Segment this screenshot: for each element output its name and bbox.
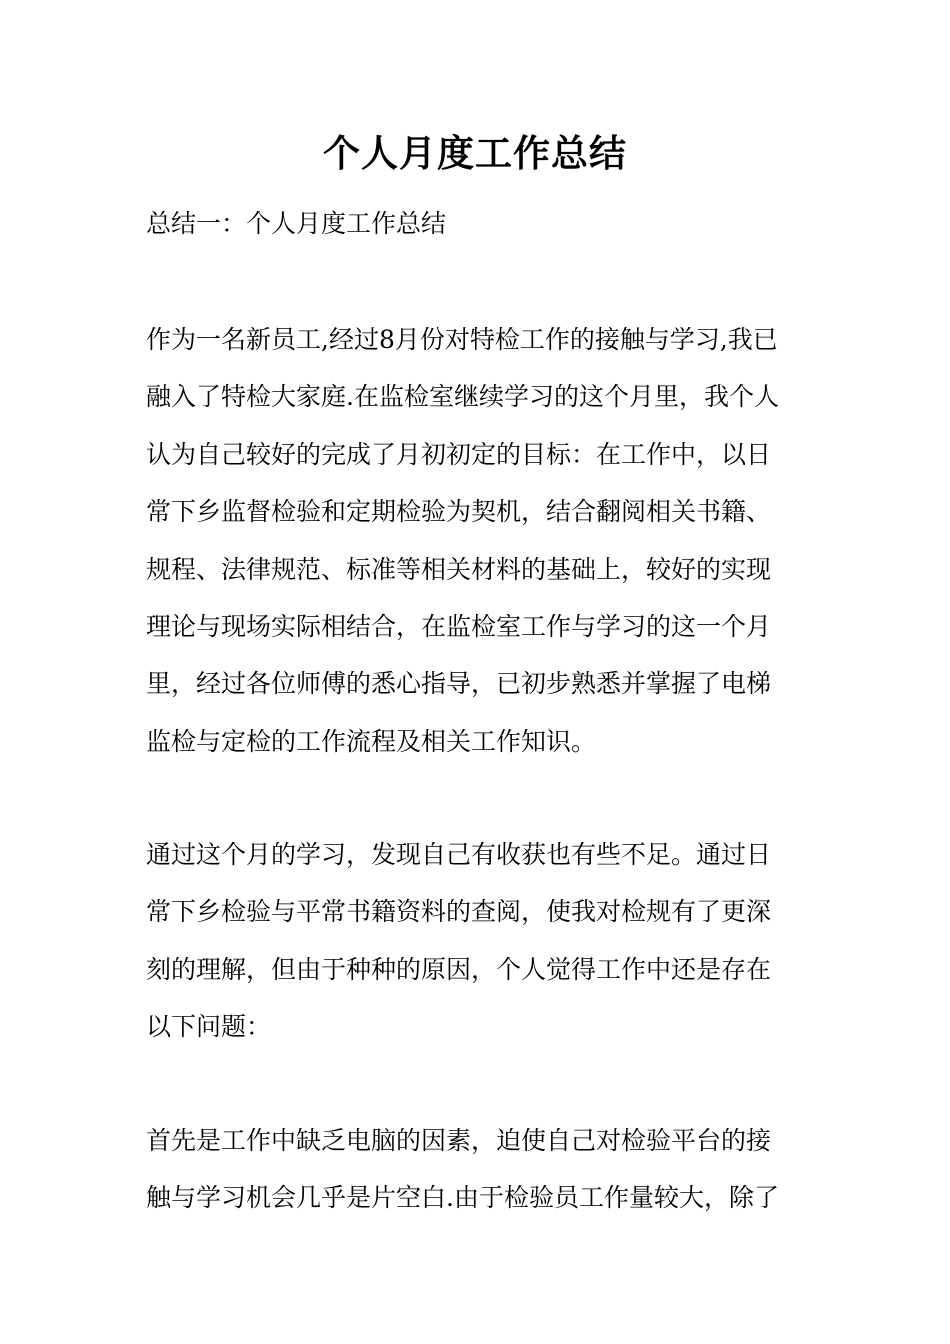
paragraph-line: 触与学习机会几乎是片空白.由于检验员工作量较大，除了 (146, 1183, 779, 1213)
paragraph-line: 首先是工作中缺乏电脑的因素，迫使自己对检验平台的接 (146, 1126, 772, 1155)
paragraph-1 (146, 311, 810, 770)
paragraph-line: 理论与现场实际相结合，在监检室工作与学习的这一个月 (146, 611, 772, 641)
paragraph-line: 认为自己较好的完成了月初初定的目标：在工作中，以日 (146, 439, 772, 469)
paragraph-line: 作为一名新员工,经过8月份对特检工作的接触与学习,我已 (146, 325, 778, 354)
paragraph-2 (146, 826, 810, 1056)
paragraph-line: 常下乡监督检验和定期检验为契机，结合翻阅相关书籍、 (146, 497, 772, 527)
paragraph-line: 刻的理解，但由于种种的原因，个人觉得工作中还是存在 (146, 954, 772, 984)
paragraph-line: 里，经过各位师傅的悉心指导，已初步熟悉并掌握了电梯 (146, 669, 772, 699)
paragraph-line: 以下问题： (146, 1012, 272, 1042)
subtitle-line: 总结一：个人月度工作总结 (146, 209, 447, 238)
document-subtitle (146, 195, 810, 252)
paragraph-line: 监检与定检的工作流程及相关工作知识。 (146, 726, 597, 756)
paragraph-3 (146, 1112, 810, 1227)
paragraph-line: 融入了特检大家庭.在监检室继续学习的这个月里，我个人 (146, 382, 779, 412)
document-title: 个人月度工作总结 (323, 131, 627, 175)
paragraph-line: 通过这个月的学习，发现自己有收获也有些不足。通过日 (146, 840, 772, 869)
paragraph-line: 规程、法律规范、标准等相关材料的基础上，较好的实现 (146, 554, 772, 584)
paragraph-line: 常下乡检验与平常书籍资料的查阅，使我对检规有了更深 (146, 897, 772, 927)
